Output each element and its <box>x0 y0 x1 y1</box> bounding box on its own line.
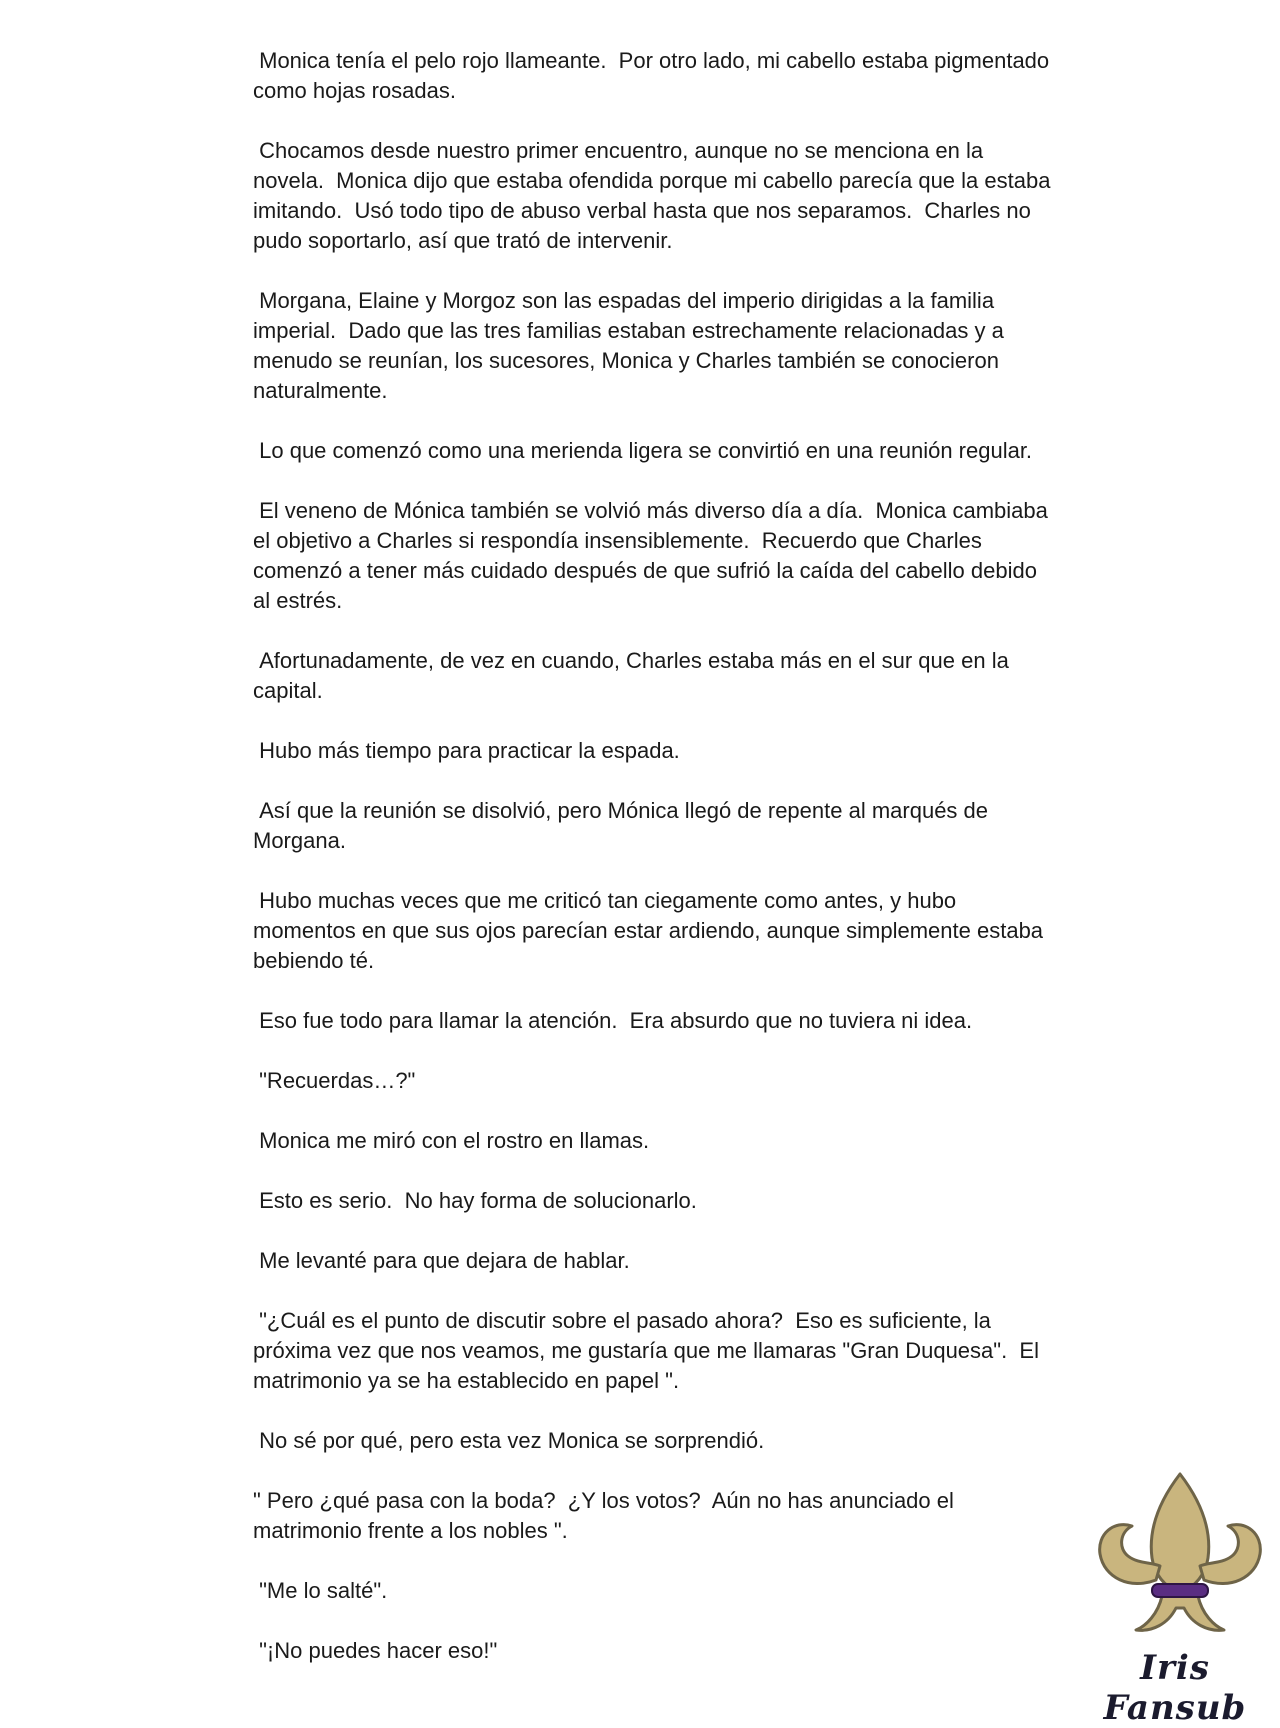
paragraph: Hubo muchas veces que me criticó tan ciegamente como antes, y hubo momentos en que sus ojos parecían estar ardiendo, aunque simplemente estaba bebiendo té. <box>253 888 1050 973</box>
paragraph: "¡No puedes hacer eso!" <box>253 1638 498 1663</box>
paragraph: Morgana, Elaine y Morgoz son las espadas del imperio dirigidas a la familia imperial. Dado que las tres familias estaban estrechamente relacionadas y a menudo se reunían, los sucesores, Monica y Charles también se conocieron naturalmente. <box>253 288 1010 403</box>
iris-fansub-logo <box>1080 1470 1270 1728</box>
paragraph: " Pero ¿qué pasa con la boda? ¿Y los votos? Aún no has anunciado el matrimonio frente a los nobles ". <box>253 1488 961 1543</box>
fleur-de-lis-icon <box>1090 1470 1270 1640</box>
paragraph: "Recuerdas…?" <box>253 1068 416 1093</box>
paragraph: Lo que comenzó como una merienda ligera se convirtió en una reunión regular. <box>253 438 1033 463</box>
paragraph: Esto es serio. No hay forma de solucionarlo. <box>253 1188 697 1213</box>
paragraph: Monica me miró con el rostro en llamas. <box>253 1128 650 1153</box>
paragraph: Hubo más tiempo para practicar la espada. <box>253 738 680 763</box>
paragraph: Así que la reunión se disolvió, pero Mónica llegó de repente al marqués de Morgana. <box>253 798 995 853</box>
logo-text: Iris Fansub <box>1103 1648 1247 1728</box>
paragraph: Chocamos desde nuestro primer encuentro, aunque no se menciona en la novela. Monica dijo que estaba ofendida porque mi cabello parecía que la estaba imitando. Usó todo tipo de abuso verbal hasta que nos separamos. Charles no pudo soportarlo, así que trató de intervenir. <box>253 138 1057 253</box>
paragraph: "Me lo salté". <box>253 1578 388 1603</box>
paragraph: No sé por qué, pero esta vez Monica se sorprendió. <box>253 1428 765 1453</box>
paragraph: El veneno de Mónica también se volvió más diverso día a día. Monica cambiaba el objetivo a Charles si respondía insensiblemente. Recuerdo que Charles comenzó a tener más cuidado después de que sufrió la caída del cabello debido al estrés. <box>253 498 1055 613</box>
paragraph: Me levanté para que dejara de hablar. <box>253 1248 630 1273</box>
paragraph: Afortunadamente, de vez en cuando, Charles estaba más en el sur que en la capital. <box>253 648 1015 703</box>
paragraph: Monica tenía el pelo rojo llameante. Por otro lado, mi cabello estaba pigmentado como hojas rosadas. <box>253 48 1056 103</box>
paragraph: "¿Cuál es el punto de discutir sobre el pasado ahora? Eso es suficiente, la próxima vez que nos veamos, me gustaría que me llamaras "Gran Duquesa". El matrimonio ya se ha establecido en papel ". <box>253 1308 1046 1393</box>
document-body <box>253 46 1057 1696</box>
paragraph: Eso fue todo para llamar la atención. Era absurdo que no tuviera ni idea. <box>253 1008 973 1033</box>
